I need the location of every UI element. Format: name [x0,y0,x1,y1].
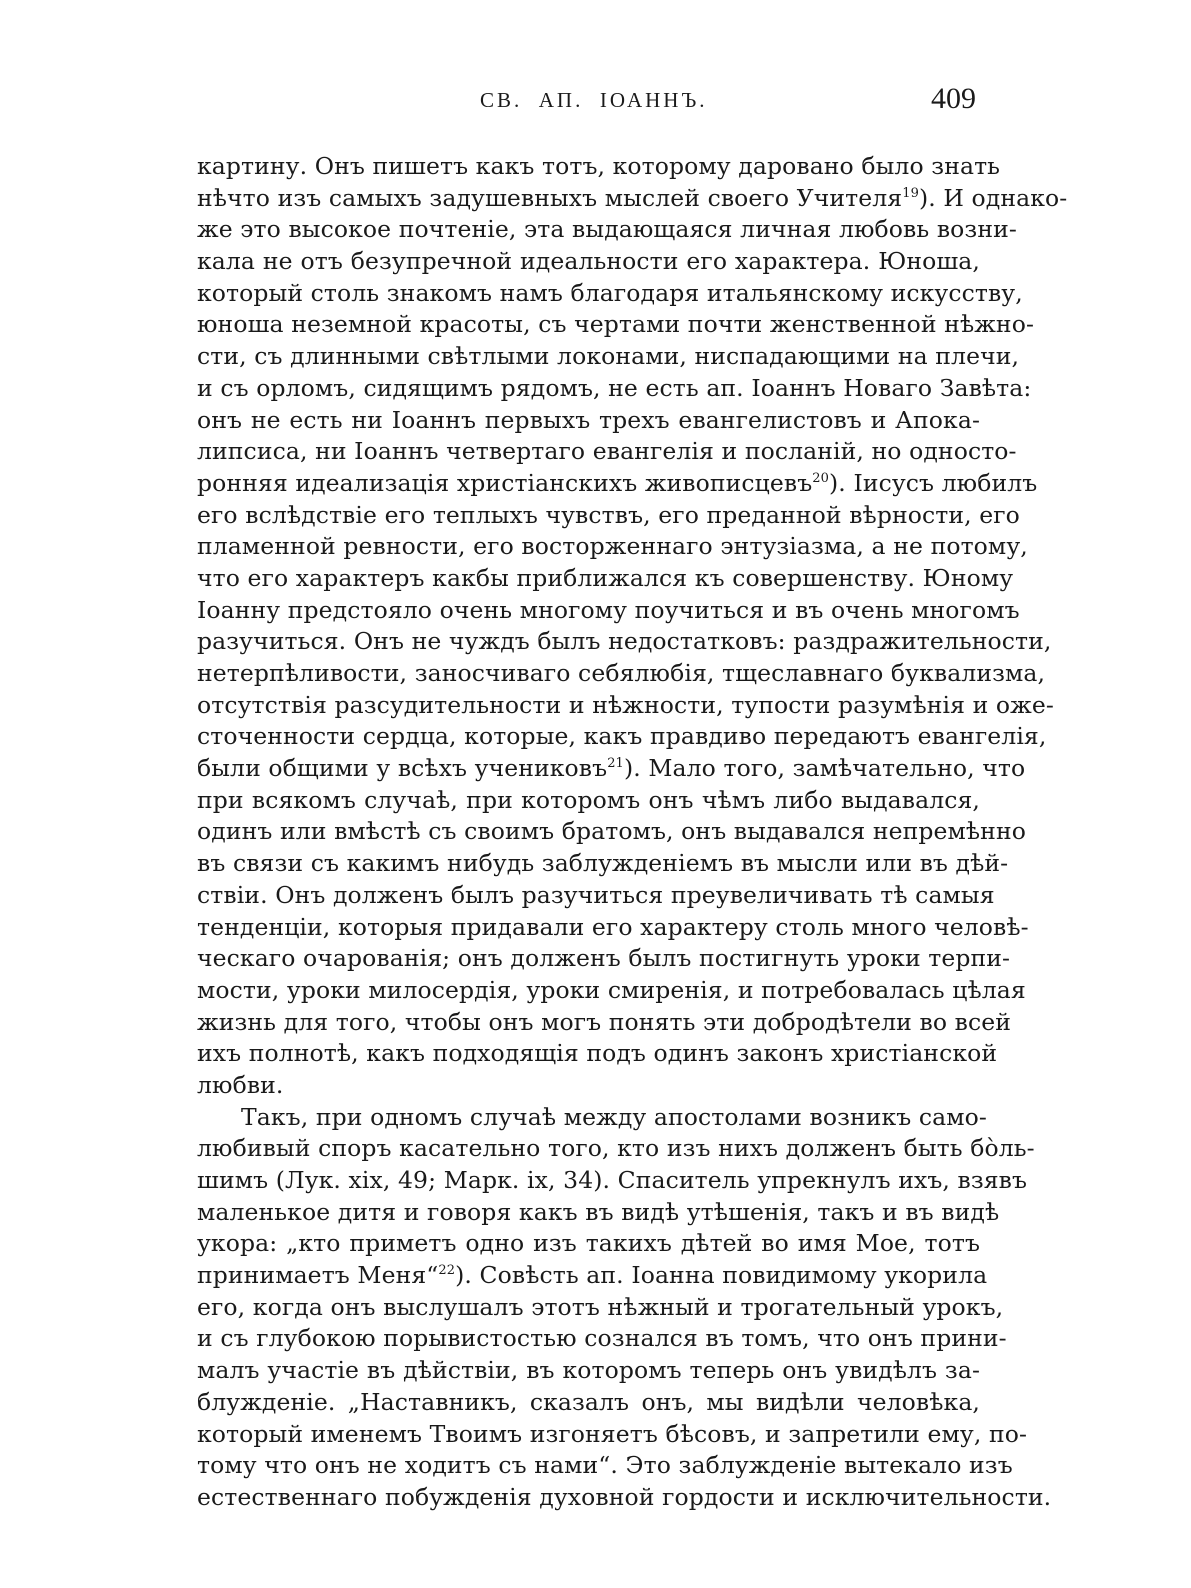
line-text: маленькое дитя и говоря какъ въ видѣ утѣшенія, такъ и въ видѣ [197,1197,1000,1226]
text-line [197,246,980,278]
footnote-marker: 22 [438,1263,456,1279]
text-line [197,278,1023,310]
text-line [197,500,1020,532]
text-line [197,1007,1012,1039]
text-line [197,975,1026,1007]
line-text: при всякомъ случаѣ, при которомъ онъ чѣмъ либо выдавался, [197,785,980,814]
line-text: малъ участіе въ дѣйствіи, въ которомъ теперь онъ увидѣлъ за- [197,1356,980,1385]
text-line [197,880,995,912]
line-text: и съ орломъ, сидящимъ рядомъ, не есть ап. Іоаннъ Новаго Завѣта: [197,373,1032,402]
text-line [197,1482,1052,1514]
line-text-continued: ). И однако- [918,183,1068,212]
line-text-continued: ). Мало того, замѣчательно, что [623,754,1026,783]
text-line [197,151,1001,183]
line-text: блужденіе. „Наставникъ, сказалъ онъ, мы видѣли человѣка, [197,1387,980,1416]
line-text: любивый споръ касательно того, кто изъ нихъ долженъ быть бòль- [197,1134,1035,1163]
line-text: ческаго очарованія; онъ долженъ былъ постигнуть уроки терпи- [197,944,1011,973]
text-line [197,563,1014,595]
text-line [197,1133,1035,1165]
line-text: онъ не есть ни Іоаннъ первыхъ трехъ евангелистовъ и Апока- [197,405,980,434]
line-text: ствіи. Онъ долженъ былъ разучиться преувеличивать тѣ самыя [197,880,995,909]
text-line [197,1355,980,1387]
text-line [197,848,1009,880]
text-line [197,1292,1004,1324]
text-line [197,753,1026,785]
footnote-marker: 21 [607,756,624,772]
line-text: сточенности сердца, которые, какъ правдиво передаютъ евангелія, [197,722,1047,751]
text-line [197,531,1028,563]
text-line [197,436,1017,468]
text-line [197,1228,980,1260]
text-line [197,341,1020,373]
line-text: укора: „кто приметъ одно изъ такихъ дѣтей во имя Мое, тотъ [197,1229,980,1258]
line-text: одинъ или вмѣстѣ съ своимъ братомъ, онъ выдавался непремѣнно [197,817,1026,846]
line-text: мости, уроки милосердія, уроки смиренія, и потребовалась цѣлая [197,975,1026,1004]
line-text: нѣчто изъ самыхъ задушевныхъ мыслей своего Учителя [197,183,903,212]
line-text: пламенной ревности, его восторженнаго энтузіазма, а не потому, [197,532,1028,561]
line-text: тенденціи, которыя придавали его характеру столь много человѣ- [197,912,1029,941]
line-text: который столь знакомъ намъ благодаря итальянскому искусству, [197,278,1023,307]
text-line [197,658,1046,690]
text-line [197,1102,987,1134]
line-text: липсиса, ни Іоаннъ четвертаго евангелія и посланій, но односто- [197,437,1017,466]
line-text: тому что онъ не ходитъ съ нами“. Это заблужденіе вытекало изъ [197,1451,1013,1480]
line-text: и съ глубокою порывистостью сознался въ томъ, что онъ прини- [197,1324,1007,1353]
line-text: въ связи съ какимъ нибудь заблужденіемъ въ мысли или въ дѣй- [197,849,1009,878]
line-text: принимаетъ Меня“ [197,1261,439,1290]
line-text: кала не отъ безупречной идеальности его характера. Юноша, [197,247,980,276]
running-title: СВ. АП. ІОАННЪ. [480,88,708,112]
text-line [197,690,1054,722]
text-line [197,309,1034,341]
text-line [197,1387,980,1419]
line-text: картину. Онъ пишетъ какъ тотъ, которому даровано было знать [197,152,1001,180]
text-line [197,1070,980,1102]
text-line [197,1450,1013,1482]
line-text: его вслѣдствіе его теплыхъ чувствъ, его преданной вѣрности, его [197,500,1020,529]
line-text-continued: ). Совѣсть ап. Іоанна повидимому укорила [455,1261,988,1290]
line-text: естественнаго побужденія духовной гордости и исключительности. [197,1482,1052,1511]
text-line [197,405,980,437]
text-line [197,183,1068,215]
line-text: Такъ, при одномъ случаѣ между апостолами возникъ само- [241,1102,987,1131]
text-line [197,1260,988,1292]
text-line [197,595,1020,627]
text-line [197,1323,1007,1355]
line-text: любви. [197,1070,284,1099]
footnote-marker: 19 [902,185,919,201]
text-line [197,214,1017,246]
line-text: ихъ полнотѣ, какъ подходящія подъ одинъ законъ христіанской [197,1039,998,1068]
line-text: юноша неземной красоты, съ чертами почти женственной нѣжно- [197,310,1034,339]
line-text: шимъ (Лук. xix, 49; Марк. ix, 34). Спаситель упрекнулъ ихъ, взявъ [197,1166,1028,1194]
line-text: разучиться. Онъ не чуждъ былъ недостатковъ: раздражительности, [197,627,1052,656]
line-text: Іоанну предстояло очень многому поучиться и въ очень многомъ [197,595,1020,624]
text-line [197,912,1029,944]
page-number: 409 [931,82,976,115]
line-text: сти, съ длинными свѣтлыми локонами, ниспадающими на плечи, [197,342,1020,371]
text-line [197,785,980,817]
line-text: который именемъ Твоимъ изгоняетъ бѣсовъ, и запретили ему, по- [197,1419,1028,1448]
line-text-continued: ). Іисусъ любилъ [829,468,1038,497]
text-line [197,1165,1028,1197]
text-line [197,468,1038,500]
text-line [197,1038,998,1070]
line-text: ронняя идеализація христіанскихъ живописцевъ [197,468,813,497]
text-line [197,816,1026,848]
line-text: были общими у всѣхъ учениковъ [197,754,608,783]
body-text [197,151,1068,1514]
line-text: что его характеръ какбы приближался къ совершенству. Юному [197,563,1014,592]
paragraph [197,151,1068,1102]
text-line [197,721,1047,753]
line-text: жизнь для того, чтобы онъ могъ понять эти добродѣтели во всей [197,1007,1012,1036]
text-line [197,373,1032,405]
text-line [197,1197,1000,1229]
footnote-marker: 20 [812,470,830,486]
text-line [197,943,1011,975]
line-text: его, когда онъ выслушалъ этотъ нѣжный и трогательный урокъ, [197,1292,1004,1321]
line-text: отсутствія разсудительности и нѣжности, тупости разумѣнія и оже- [197,690,1054,719]
text-line [197,1419,1028,1451]
line-text: же это высокое почтеніе, эта выдающаяся личная любовь возни- [197,215,1017,244]
text-line [197,626,1052,658]
line-text: нетерпѣливости, заносчиваго себялюбія, тщеславнаго буквализма, [197,659,1046,687]
paragraph [197,1102,1052,1514]
